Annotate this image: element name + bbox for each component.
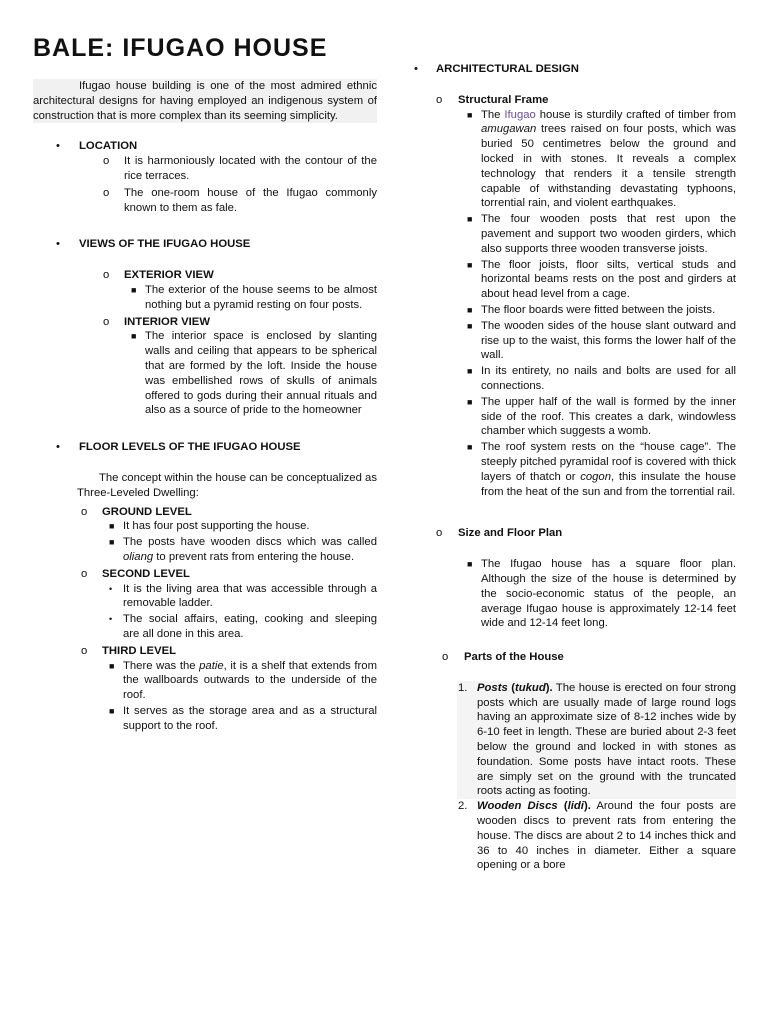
list-item: ■ The interior space is enclosed by slanting walls and ceiling that appears to be spherical that are formed by the loft. Inside the house was embellished rows of skulls of animals offered to gods during their annual rituals and also as a source of pride to the homeowner bbox=[131, 330, 377, 417]
list-item: ■ There was the patie, it is a shelf that extends from the wallboards outwards to the underside of the roof. bbox=[109, 659, 377, 702]
list-item: ■ In its entirety, no nails and bolts are used for all connections. bbox=[467, 365, 736, 392]
spacer bbox=[410, 632, 736, 650]
second-heading: SECOND LEVEL bbox=[102, 567, 190, 580]
square-bullet-icon: ■ bbox=[467, 366, 473, 377]
square-bullet-icon: ■ bbox=[467, 259, 473, 270]
square-bullet-icon: ■ bbox=[109, 537, 115, 548]
list-number: 2. bbox=[458, 800, 468, 813]
interior-heading: INTERIOR VIEW bbox=[124, 315, 210, 328]
bullet-icon: • bbox=[56, 441, 60, 454]
spacer bbox=[410, 77, 736, 93]
exterior-view bbox=[79, 268, 377, 312]
circle-bullet-icon: o bbox=[436, 527, 443, 540]
page-title: BALE: IFUGAO HOUSE bbox=[33, 34, 328, 62]
list-item: ■ It serves as the storage area and as a structural support to the roof. bbox=[109, 704, 377, 732]
square-bullet-icon: ■ bbox=[467, 304, 473, 315]
spacer bbox=[79, 455, 377, 471]
section-views bbox=[33, 237, 377, 418]
views-heading: VIEWS OF THE IFUGAO HOUSE bbox=[79, 238, 251, 251]
second-list bbox=[102, 582, 377, 642]
size-floor-plan bbox=[410, 526, 736, 631]
left-column bbox=[33, 62, 377, 741]
list-item: 1. Posts (tukud). The house is erected on four strong posts which are usually made of large round logs having an approximate size of 8-12 inches wide by 6-10 feet in length. These are buried about 2-3 feet below the ground and locked in with stones as foundation. Some posts have intact roots. These are simply set on the ground with the truncated roots acting as footing. bbox=[458, 681, 736, 798]
spacer bbox=[79, 252, 377, 268]
location-heading: LOCATION bbox=[79, 140, 138, 153]
square-bullet-icon: ■ bbox=[131, 284, 137, 295]
circle-bullet-icon: o bbox=[81, 567, 88, 580]
bullet-icon: • bbox=[109, 614, 113, 625]
views-list bbox=[79, 268, 377, 418]
circle-bullet-icon: o bbox=[103, 186, 110, 199]
list-item: ■ The posts have wooden discs which was called oliang to prevent rats from entering the house. bbox=[109, 536, 377, 563]
interior-list bbox=[124, 329, 377, 418]
parts-list bbox=[457, 681, 736, 873]
structural-list bbox=[460, 108, 736, 500]
spacer bbox=[458, 541, 736, 557]
square-bullet-icon: ■ bbox=[109, 705, 115, 716]
spacer bbox=[33, 223, 377, 229]
list-item: ■ The Ifugao house has a square floor plan. Although the size of the house is determined by the socio-economic status of the people, an average Ifugao house is approximately 12-14 feet wide and 12-14 feet long. bbox=[467, 558, 736, 630]
list-item: ■ The floor joists, floor silts, vertical studs and horizontal beams rests on the post and girders at about head level from a cage. bbox=[467, 258, 736, 301]
spacer bbox=[410, 500, 736, 526]
list-item: 2. Wooden Discs (lidi). Around the four posts are wooden discs to prevent rats from entering the house. The discs are about 2 to 14 inches thick and 36 to 40 inches in diameter. Either a square opening or a bore bbox=[458, 800, 736, 872]
circle-bullet-icon: o bbox=[81, 505, 88, 518]
circle-bullet-icon: o bbox=[103, 155, 110, 168]
parts-heading: Parts of the House bbox=[464, 651, 564, 664]
list-item: • The social affairs, eating, cooking and sleeping are all done in this area. bbox=[109, 613, 377, 640]
structural-heading: Structural Frame bbox=[458, 93, 549, 106]
list-item: ■ The Ifugao house is sturdily crafted of timber from amugawan trees raised on four posts, which was buried 50 centimetres below the ground and locked in with stones. It reveals a complex technology that renders it a tensile strength capable of withstanding devastating typhoons, torrential rain, and violent earthquakes. bbox=[467, 108, 736, 210]
architectural-design bbox=[410, 62, 736, 77]
bullet-icon: • bbox=[414, 63, 418, 75]
exterior-list bbox=[124, 283, 377, 313]
list-item: ■ The four wooden posts that rest upon the pavement and support two wooden girders, which also supports three wooden transverse joists. bbox=[467, 213, 736, 255]
square-bullet-icon: ■ bbox=[131, 331, 137, 342]
section-floor-levels bbox=[33, 440, 377, 733]
floors-concept: The concept within the house can be conceptualized as Three-Leveled Dwelling: bbox=[77, 471, 377, 499]
interior-view bbox=[79, 315, 377, 419]
right-column bbox=[410, 62, 736, 873]
circle-bullet-icon: o bbox=[103, 269, 110, 282]
floors-heading: FLOOR LEVELS OF THE IFUGAO HOUSE bbox=[79, 441, 301, 454]
third-list bbox=[102, 659, 377, 734]
square-bullet-icon: ■ bbox=[467, 214, 473, 225]
square-bullet-icon: ■ bbox=[467, 559, 473, 570]
location-list bbox=[79, 154, 377, 215]
third-heading: THIRD LEVEL bbox=[102, 644, 177, 657]
ground-heading: GROUND LEVEL bbox=[102, 505, 192, 518]
square-bullet-icon: ■ bbox=[467, 442, 473, 453]
intro-paragraph: Ifugao house building is one of the most admired ethnic architectural designs for having employed an indigenous system of construction that is more complex than its seeming simplicity. bbox=[33, 80, 377, 122]
circle-bullet-icon: o bbox=[442, 651, 449, 664]
circle-bullet-icon: o bbox=[436, 93, 443, 106]
list-item: ■ The roof system rests on the “house cage”. The steeply pitched pyramidal roof is covered with thick layers of thatch or cogon, this insulate the house from the heat of the sun and from the torrential rail. bbox=[467, 441, 736, 498]
list-item: o The one-room house of the Ifugao commonly known to them as fale. bbox=[103, 186, 377, 214]
list-number: 1. bbox=[458, 681, 468, 694]
section-location bbox=[33, 139, 377, 215]
list-item: ■ The wooden sides of the house slant outward and rise up to the waist, this forms the lower half of the wall. bbox=[467, 319, 736, 362]
list-item: ■ It has four post supporting the house. bbox=[109, 520, 310, 533]
list-item: o It is harmoniously located with the contour of the rice terraces. bbox=[103, 155, 377, 182]
list-item: ■ The upper half of the wall is formed by the inner side of the roof. This creates a dark, windowless chamber which suggests a womb. bbox=[467, 395, 736, 438]
square-bullet-icon: ■ bbox=[109, 660, 115, 671]
square-bullet-icon: ■ bbox=[467, 109, 473, 120]
list-item: ■ The floor boards were fitted between the joists. bbox=[467, 303, 716, 316]
list-item: ■ The exterior of the house seems to be almost nothing but a pyramid resting on four posts. bbox=[131, 283, 377, 311]
square-bullet-icon: ■ bbox=[467, 396, 473, 407]
left-outline bbox=[33, 139, 377, 733]
ground-level bbox=[57, 505, 377, 565]
list-item: • It is the living area that was accessible through a removable ladder. bbox=[109, 582, 377, 610]
spacer bbox=[33, 426, 377, 432]
arch-heading: ARCHITECTURAL DESIGN bbox=[436, 63, 579, 75]
parts-of-house bbox=[410, 650, 736, 665]
square-bullet-icon: ■ bbox=[467, 320, 473, 331]
bullet-icon: • bbox=[109, 583, 113, 594]
size-list bbox=[460, 557, 736, 631]
second-level bbox=[57, 567, 377, 642]
square-bullet-icon: ■ bbox=[109, 521, 115, 532]
third-level bbox=[57, 644, 377, 734]
size-heading: Size and Floor Plan bbox=[458, 527, 563, 540]
floors-list bbox=[57, 505, 377, 734]
bullet-icon: • bbox=[56, 140, 60, 153]
circle-bullet-icon: o bbox=[103, 315, 110, 328]
ground-list bbox=[102, 519, 377, 564]
circle-bullet-icon: o bbox=[81, 644, 88, 657]
bullet-icon: • bbox=[56, 238, 60, 251]
exterior-heading: EXTERIOR VIEW bbox=[124, 269, 214, 282]
spacer bbox=[410, 665, 736, 681]
structural-frame bbox=[410, 93, 736, 500]
